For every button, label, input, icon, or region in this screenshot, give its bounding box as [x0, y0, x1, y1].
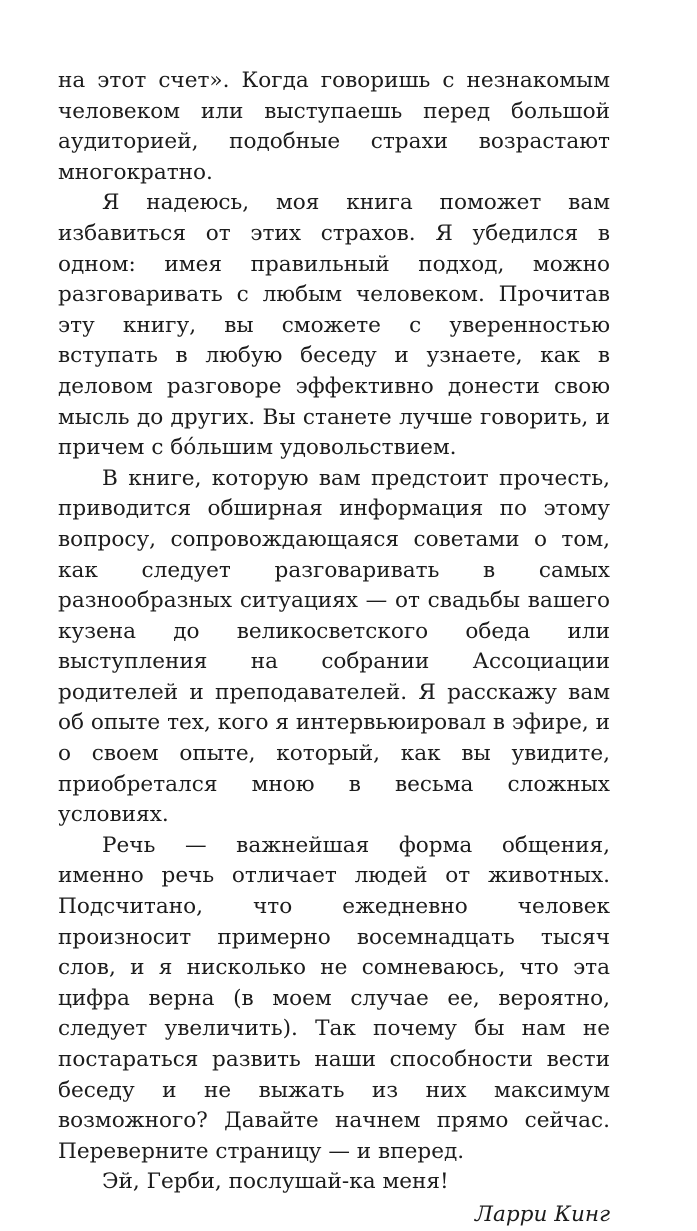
paragraph-4: Речь — важнейшая форма общения, именно речь отличает людей от животных. Подсчитано, что ежедневно человек произносит примерно восемнадцать тысяч слов, и я нисколько не сомневаюсь, что эта цифра верна (в моем случае ее, вероятно, следует увеличить). Так почему бы нам не постараться развить наши способности вести беседу и не выжать из них максимум возможного? Давайте начнем прямо сейчас. Переверните страницу — и вперед. [58, 832, 610, 1164]
paragraph-2: Я надеюсь, моя книга поможет вам избавиться от этих страхов. Я убедился в одном: имея правильный подход, можно разговаривать с любым человеком. Прочитав эту книгу, вы сможете с уверенностью вступать в любую беседу и узнаете, как в деловом разговоре эффективно донести свою мысль до других. Вы станете лучше говорить, и причем с бóльшим удовольствием. [58, 190, 610, 461]
paragraph-1: на этот счет». Когда говоришь с незнакомым человеком или выступаешь перед большой аудиторией, подобные страхи возрастают многократно. [58, 68, 610, 185]
page-body [58, 66, 610, 1231]
paragraph-3: В книге, которую вам предстоит прочесть, приводится обширная информация по этому вопросу, сопровождающаяся советами о том, как следует разговаривать в самых разнообразных ситуациях — от свадьбы вашего кузена до великосветского обеда или выступления на собрании Ассоциации родителей и преподавателей. Я расскажу вам об опыте тех, кого я интервьюировал в эфире, и о своем опыте, который, как вы увидите, приобретался мною в весьма сложных условиях. [58, 465, 610, 828]
paragraph-5: Эй, Герби, послушай-ка меня! [102, 1169, 449, 1195]
author-signature: Ларри Кинг [474, 1201, 610, 1227]
